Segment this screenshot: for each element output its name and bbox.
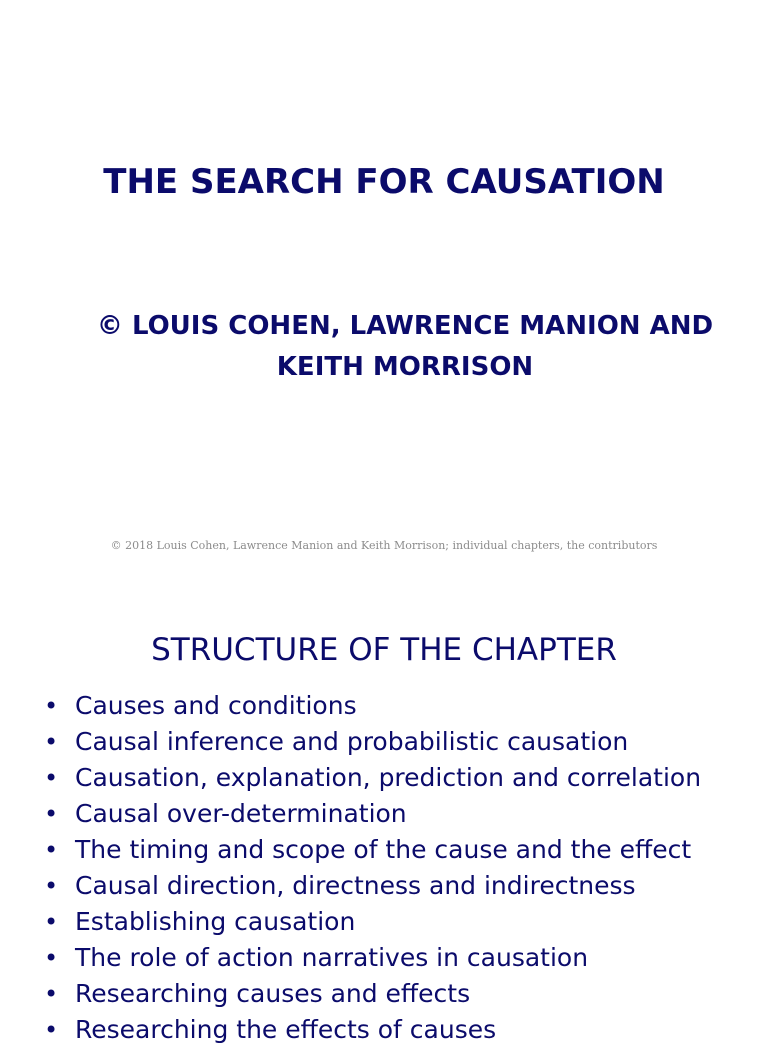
authors-block (90, 306, 720, 388)
bullet-icon: • (44, 728, 59, 756)
authors-line-2: KEITH MORRISON (276, 352, 534, 382)
structure-heading: STRUCTURE OF THE CHAPTER (151, 632, 617, 668)
bullet-icon: • (44, 944, 59, 972)
list-item (0, 940, 768, 976)
list-item (0, 796, 768, 832)
list-item-text: Causation, explanation, prediction and correlation (75, 763, 702, 792)
list-item (0, 688, 768, 724)
list-item-text: Causal over-determination (75, 799, 407, 828)
list-item-text: Researching the effects of causes (75, 1015, 497, 1044)
structure-slide (0, 580, 768, 1044)
list-item (0, 868, 768, 904)
list-item-text: Establishing causation (75, 907, 356, 936)
list-item-text: The role of action narratives in causation (75, 943, 589, 972)
bullet-icon: • (44, 872, 59, 900)
list-item (0, 1012, 768, 1048)
bullet-icon: • (44, 980, 59, 1008)
bullet-icon: • (44, 764, 59, 792)
authors-line-1: © LOUIS COHEN, LAWRENCE MANION AND (96, 311, 714, 341)
list-item (0, 760, 768, 796)
bullet-icon: • (44, 908, 59, 936)
list-item-text: Researching causes and effects (75, 979, 471, 1008)
list-item-text: Causes and conditions (75, 691, 357, 720)
chapter-structure-list (0, 688, 768, 1048)
bullet-icon: • (44, 800, 59, 828)
bullet-icon: • (44, 692, 59, 720)
list-item-text: Causal inference and probabilistic causation (75, 727, 629, 756)
list-item (0, 904, 768, 940)
list-item (0, 724, 768, 760)
list-item (0, 832, 768, 868)
list-item-text: The timing and scope of the cause and the effect (75, 835, 692, 864)
copyright-notice: © 2018 Louis Cohen, Lawrence Manion and Keith Morrison; individual chapters, the contributors (110, 539, 658, 552)
list-item (0, 976, 768, 1012)
list-item-text: Causal direction, directness and indirectness (75, 871, 636, 900)
bullet-icon: • (44, 836, 59, 864)
slide-title: THE SEARCH FOR CAUSATION (103, 162, 665, 202)
bullet-icon: • (44, 1016, 59, 1044)
